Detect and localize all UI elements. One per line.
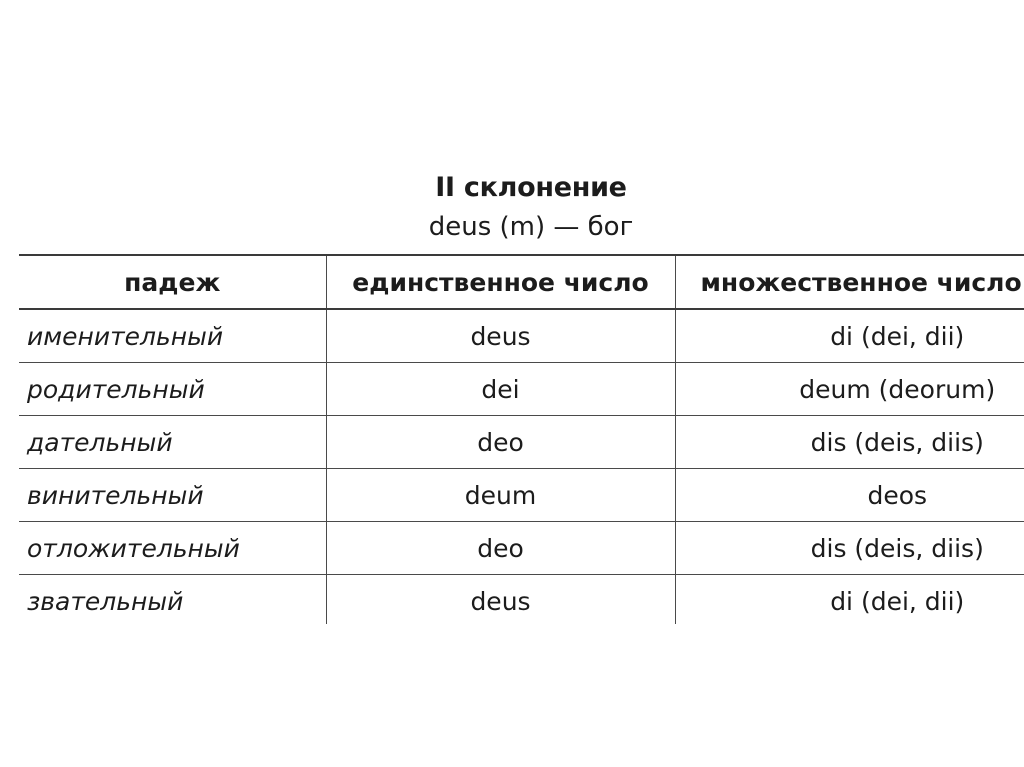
table-row xyxy=(19,309,1024,363)
header-singular: единственное число xyxy=(326,255,675,309)
case-name: звательный xyxy=(19,575,326,625)
declension-table xyxy=(19,254,1024,624)
singular-form: deus xyxy=(326,575,675,625)
table-row xyxy=(19,363,1024,416)
table-header-row xyxy=(19,255,1024,309)
plural-form: dis (deis, diis) xyxy=(675,522,1024,575)
singular-form: deus xyxy=(326,309,675,363)
header-case: падеж xyxy=(19,255,326,309)
plural-form: deos xyxy=(675,469,1024,522)
plural-form: di (dei, dii) xyxy=(675,309,1024,363)
table-row xyxy=(19,522,1024,575)
case-name: именительный xyxy=(27,321,224,351)
plural-form: dis (deis, diis) xyxy=(675,416,1024,469)
singular-form: deum xyxy=(326,469,675,522)
plural-form: di (dei, dii) xyxy=(675,575,1024,625)
plural-form: deum (deorum) xyxy=(675,363,1024,416)
singular-form: deo xyxy=(326,416,675,469)
case-name: отложительный xyxy=(19,522,326,575)
table-row xyxy=(19,416,1024,469)
table-title: II склонение xyxy=(435,172,627,203)
table-subtitle: deus (m) — бог xyxy=(428,212,634,242)
case-name: родительный xyxy=(19,363,326,416)
table-row xyxy=(19,575,1024,625)
case-name: винительный xyxy=(19,469,326,522)
declension-table-container xyxy=(19,254,1024,624)
case-name: дательный xyxy=(19,416,326,469)
table-row xyxy=(19,469,1024,522)
header-plural: множественное число xyxy=(675,255,1024,309)
singular-form: deo xyxy=(326,522,675,575)
singular-form: dei xyxy=(326,363,675,416)
